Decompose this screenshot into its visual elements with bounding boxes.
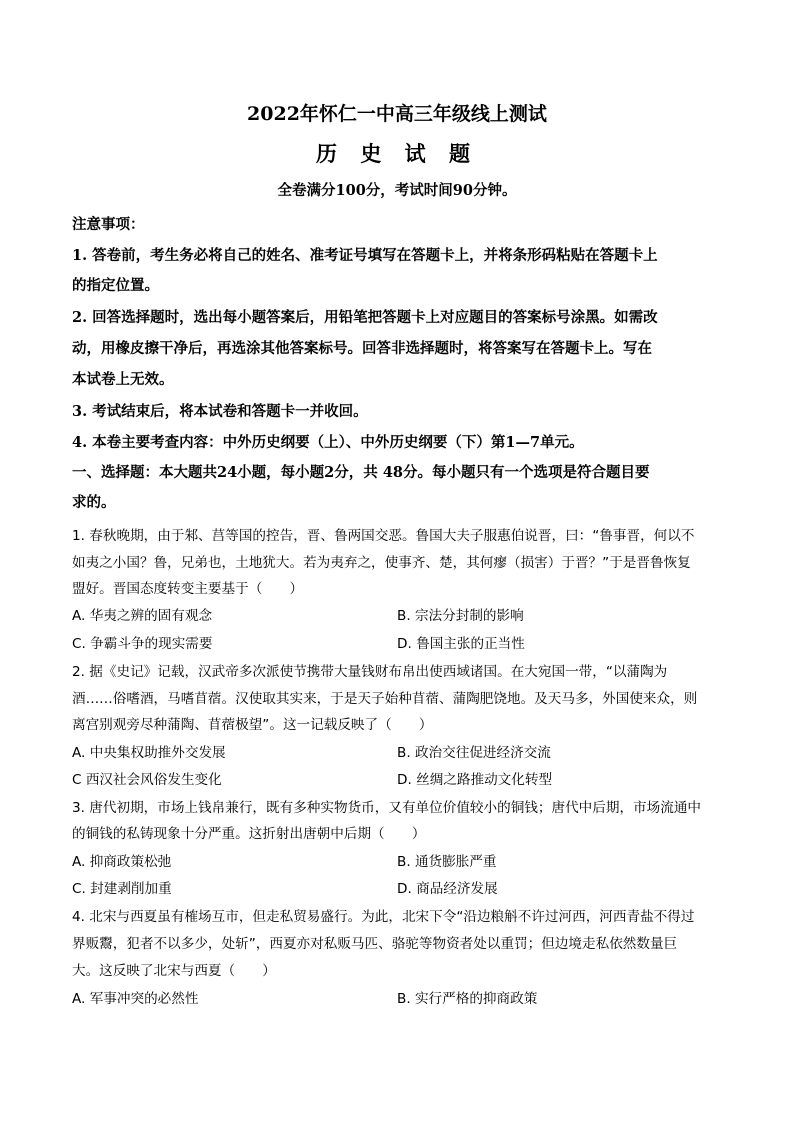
- exam-title: 2022年怀仁一中高三年级线上测试: [247, 103, 547, 125]
- note-line: 本试卷上无效。: [72, 371, 174, 388]
- section-heading: 求的。: [72, 494, 116, 511]
- option-a: A. 抑商政策松弛: [72, 854, 172, 870]
- option-a: A. 中央集权助推外交发展: [72, 745, 226, 761]
- option-c: C. 封建剥削加重: [72, 881, 172, 897]
- option-b: B. 实行严格的抑商政策: [397, 991, 538, 1007]
- note-line: 动，用橡皮擦干净后，再选涂其他答案标号。回答非选择题时，将答案写在答题卡上。写在: [72, 340, 652, 357]
- question-text: 的铜钱的私铸现象十分严重。这折射出唐朝中后期（ ）: [72, 826, 426, 842]
- question-text: 盟好。晋国态度转变主要基于（ ）: [72, 581, 304, 597]
- question-text: 4. 北宋与西夏虽有榷场互市，但走私贸易盛行。为此，北宋下令“沿边粮斛不许过河西，河西青盐不得过: [72, 909, 695, 925]
- option-b: B. 政治交往促进经济交流: [397, 745, 551, 761]
- option-a: A. 军事冲突的必然性: [72, 991, 199, 1007]
- note-line: 1. 答卷前，考生务必将自己的姓名、准考证号填写在答题卡上，并将条形码粘贴在答题卡上: [72, 247, 658, 264]
- option-d: D. 商品经济发展: [397, 881, 498, 897]
- note-line: 4. 本卷主要考查内容：中外历史纲要（上）、中外历史纲要（下）第1—7单元。: [72, 434, 584, 451]
- option-d: D. 丝绸之路推动文化转型: [397, 772, 553, 788]
- note-line: 2. 回答选择题时，选出每小题答案后，用铅笔把答题卡上对应题目的答案标号涂黑。如需改: [72, 309, 658, 326]
- question-text: 界贩鬻，犯者不以多少，处斩”，西夏亦对私贩马匹、骆驼等物资者处以重罚；但边境走私依然数量巨: [72, 936, 678, 952]
- question-text: 1. 春秋晚期，由于邾、莒等国的控告，晋、鲁两国交恶。鲁国大夫子服惠伯说晋，曰：“鲁事晋，何以不: [72, 528, 695, 544]
- notes-heading: 注意事项：: [72, 216, 145, 233]
- question-text: 大。这反映了北宋与西夏（ ）: [72, 963, 276, 979]
- question-text: 如夷之小国？鲁，兄弟也，土地犹大。若为夷弃之，使事齐、楚，其何瘳（损害）于晋？”于是晋鲁恢复: [72, 555, 691, 571]
- option-c: C. 争霸斗争的现实需要: [72, 636, 213, 652]
- section-heading: 一、选择题：本大题共24小题，每小题2分，共 48分。每小题只有一个选项是符合题目要: [72, 464, 650, 481]
- subject-title: 历 史 试 题: [316, 141, 478, 166]
- note-line: 的指定位置。: [72, 277, 159, 294]
- option-a: A. 华夷之辨的固有观念: [72, 608, 213, 624]
- question-text: 酒……俗嗜酒，马嗜苜蓿。汉使取其实来，于是天子始种苜蓿、蒲陶肥饶地。及天马多，外国使来众，则: [72, 691, 698, 707]
- note-line: 3. 考试结束后，将本试卷和答题卡一并收回。: [72, 403, 368, 420]
- option-d: D. 鲁国主张的正当性: [397, 636, 525, 652]
- question-text: 3. 唐代初期，市场上钱帛兼行，既有多种实物货币，又有单位价值较小的铜钱；唐代中后期，市场流通中: [72, 800, 702, 816]
- question-text: 离宫别观旁尽种蒲陶、苜蓿极望”。这一记载反映了（ ）: [72, 717, 433, 733]
- option-b: B. 通货膨胀严重: [397, 854, 497, 870]
- option-c: C 西汉社会风俗发生变化: [72, 772, 222, 788]
- question-text: 2. 据《史记》记载，汉武帝多次派使节携带大量钱财布帛出使西域诸国。在大宛国一带，“以蒲陶为: [72, 664, 668, 680]
- option-b: B. 宗法分封制的影响: [397, 608, 524, 624]
- exam-info: 全卷满分100分，考试时间90分钟。: [277, 182, 517, 199]
